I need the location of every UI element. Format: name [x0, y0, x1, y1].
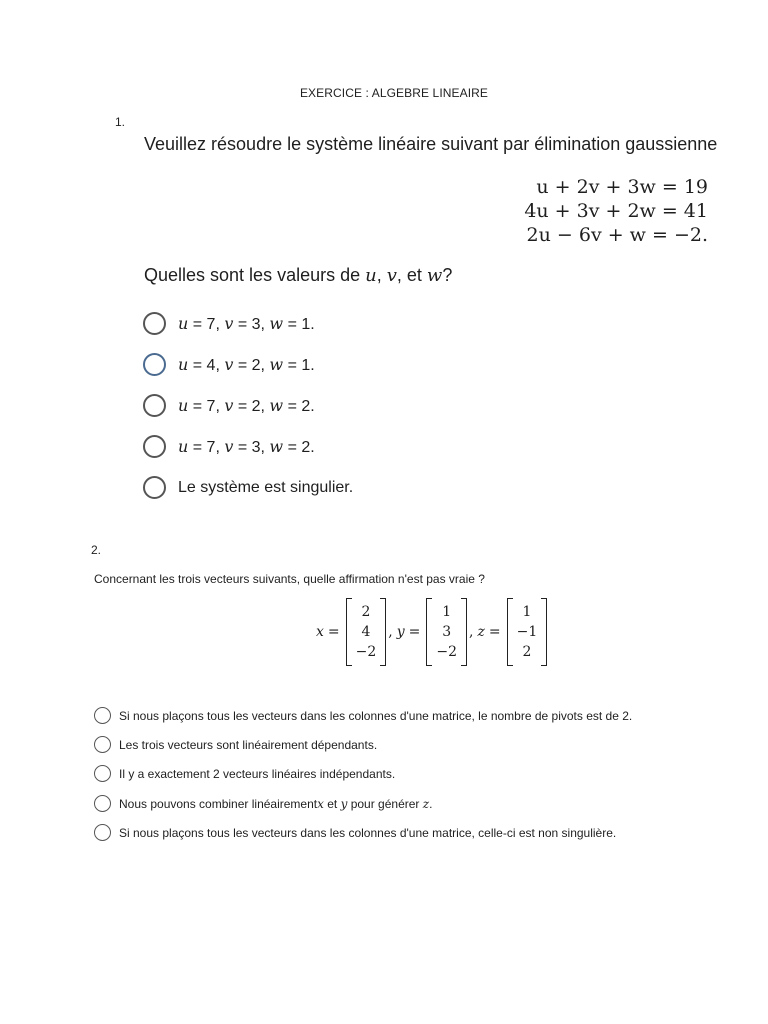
- question-1-number: 1.: [115, 115, 126, 129]
- text: Nous pouvons combiner linéairement: [119, 796, 318, 811]
- q2-option-2-label: Les trois vecteurs sont linéairement dépendants.: [119, 737, 378, 752]
- var-u: u: [178, 436, 189, 456]
- equation-2: 4u + 3v + 2w = 41: [524, 200, 708, 222]
- q1-option-4[interactable]: [143, 435, 315, 458]
- vector-z-label: z: [477, 624, 485, 640]
- text: pour générer: [347, 796, 423, 811]
- radio-button[interactable]: [94, 824, 111, 841]
- q2-option-1-label: Si nous plaçons tous les vecteurs dans les colonnes d'une matrice, le nombre de pivots est de 2.: [119, 708, 633, 723]
- var-u: u: [178, 354, 189, 374]
- vector-z-entry: 1: [522, 604, 532, 620]
- vector-y: [426, 598, 467, 666]
- value: = 2,: [233, 356, 270, 374]
- comma: ,: [388, 624, 393, 640]
- vector-x-label: x: [316, 624, 324, 640]
- equation-3: 2u − 6v + w = −2.: [526, 224, 708, 246]
- comma: ,: [469, 624, 474, 640]
- var-v: v: [224, 436, 234, 456]
- question-suffix: ?: [442, 265, 453, 285]
- var-w: w: [426, 265, 443, 286]
- question-1-text: [144, 265, 452, 286]
- equals-sign: =: [327, 624, 340, 640]
- var-v: v: [224, 395, 234, 415]
- radio-button[interactable]: [143, 476, 166, 499]
- value: = 7,: [188, 397, 225, 415]
- question-2-number: 2.: [91, 543, 102, 557]
- radio-button[interactable]: [143, 435, 166, 458]
- radio-button[interactable]: [94, 795, 111, 812]
- radio-button[interactable]: [143, 312, 166, 335]
- var-u: u: [178, 313, 189, 333]
- vector-x-entry: 2: [361, 604, 371, 620]
- vector-x-entry: 4: [361, 624, 371, 640]
- q2-option-1[interactable]: [94, 707, 632, 724]
- value: = 2.: [283, 438, 315, 456]
- separator: , et: [396, 265, 427, 285]
- vector-y-entry: 3: [442, 624, 452, 640]
- equation-system: [480, 175, 708, 247]
- q2-option-4[interactable]: [94, 795, 432, 812]
- value: = 1.: [283, 356, 315, 374]
- q1-option-4-label: [178, 437, 315, 457]
- vector-z-entry: −1: [516, 624, 538, 640]
- q1-option-5-label: Le système est singulier.: [178, 478, 354, 496]
- q2-option-5[interactable]: [94, 824, 616, 841]
- var-w: w: [269, 395, 284, 415]
- var-w: w: [269, 354, 284, 374]
- vector-y-entry: −2: [436, 644, 458, 660]
- value: = 4,: [188, 356, 225, 374]
- separator: ,: [376, 265, 387, 285]
- radio-button[interactable]: [94, 707, 111, 724]
- var-w: w: [269, 313, 284, 333]
- var-z: z: [422, 796, 430, 811]
- value: = 2.: [283, 397, 315, 415]
- q1-option-1-label: [178, 314, 315, 334]
- value: = 1.: [283, 315, 315, 333]
- equals-sign: =: [488, 624, 501, 640]
- vector-x-entry: −2: [355, 644, 377, 660]
- value: = 2,: [233, 397, 270, 415]
- vector-x: [346, 598, 387, 666]
- var-v: v: [386, 265, 397, 286]
- radio-button[interactable]: [94, 765, 111, 782]
- var-y: y: [340, 796, 348, 811]
- var-u: u: [178, 395, 189, 415]
- vector-z-entry: 2: [522, 644, 532, 660]
- radio-button[interactable]: [94, 736, 111, 753]
- q1-option-3[interactable]: [143, 394, 315, 417]
- value: = 3,: [233, 438, 270, 456]
- var-v: v: [224, 354, 234, 374]
- vector-definitions: [316, 598, 549, 666]
- var-v: v: [224, 313, 234, 333]
- q1-option-1[interactable]: [143, 312, 315, 335]
- value: = 3,: [233, 315, 270, 333]
- vector-y-entry: 1: [442, 604, 452, 620]
- q1-option-3-label: [178, 396, 315, 416]
- value: = 7,: [188, 315, 225, 333]
- var-w: w: [269, 436, 284, 456]
- vector-y-label: y: [396, 624, 405, 640]
- page-title: EXERCICE : ALGEBRE LINEAIRE: [299, 86, 489, 100]
- value: = 7,: [188, 438, 225, 456]
- text: et: [323, 796, 341, 811]
- question-1-prompt: Veuillez résoudre le système linéaire suivant par élimination gaussienne: [144, 134, 718, 154]
- radio-button[interactable]: [143, 394, 166, 417]
- q1-option-5[interactable]: [143, 476, 353, 499]
- q1-option-2-label: [178, 355, 315, 375]
- q2-option-4-label: [119, 797, 432, 811]
- question-2-prompt: Concernant les trois vecteurs suivants, quelle affirmation n'est pas vraie ?: [94, 572, 485, 586]
- var-x: x: [317, 796, 324, 811]
- equation-1: u + 2v + 3w = 19: [536, 176, 708, 198]
- q2-option-3[interactable]: [94, 765, 395, 782]
- q2-option-5-label: Si nous plaçons tous les vecteurs dans les colonnes d'une matrice, celle-ci est non singulière.: [119, 825, 617, 840]
- var-u: u: [365, 265, 377, 286]
- vector-z: [507, 598, 548, 666]
- equals-sign: =: [408, 624, 421, 640]
- text: .: [429, 796, 433, 811]
- q2-option-2[interactable]: [94, 736, 377, 753]
- radio-button[interactable]: [143, 353, 166, 376]
- question-1-prefix: Quelles sont les valeurs de: [144, 265, 366, 285]
- q2-option-3-label: Il y a exactement 2 vecteurs linéaires indépendants.: [119, 766, 396, 781]
- q1-option-2[interactable]: [143, 353, 315, 376]
